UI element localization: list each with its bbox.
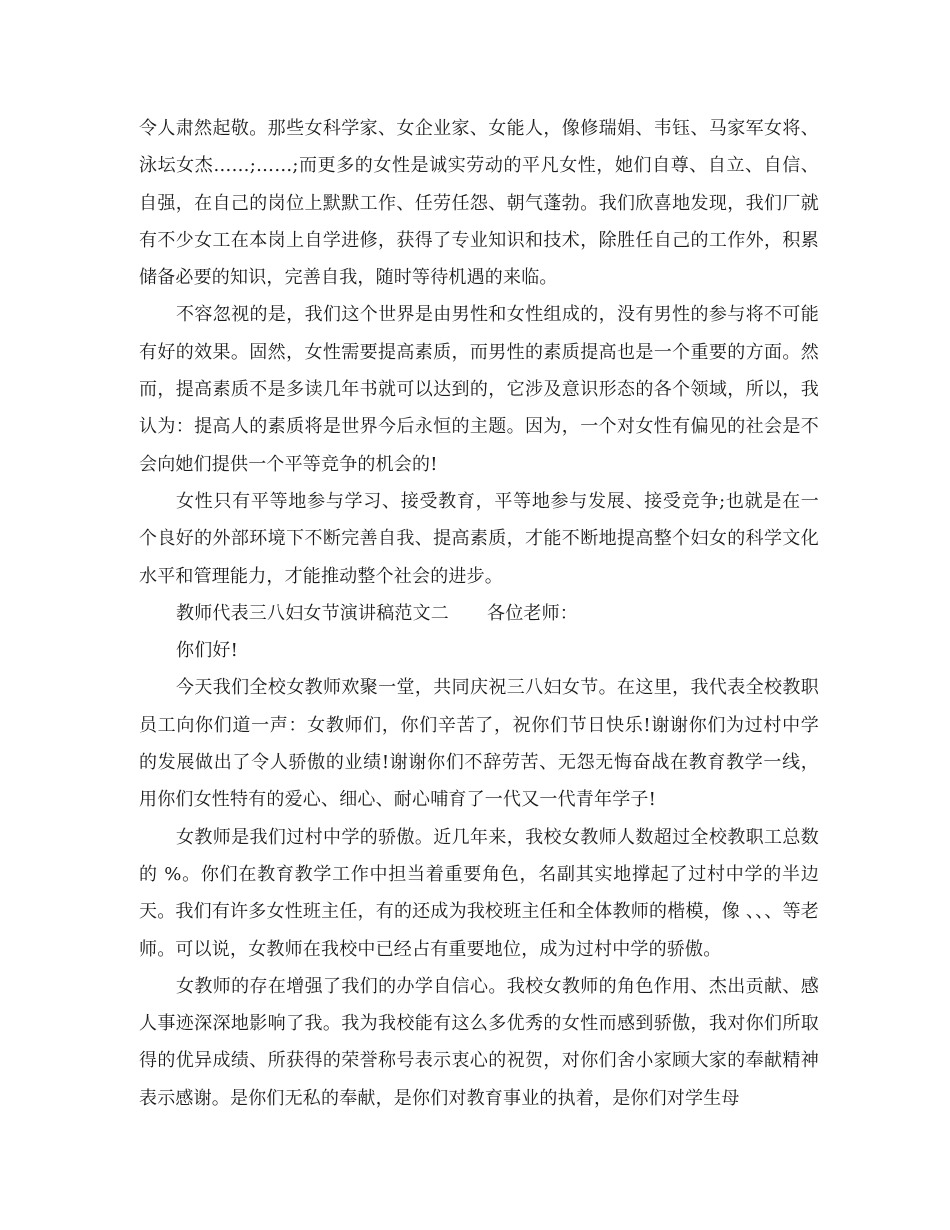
paragraph-2: 不容忽视的是，我们这个世界是由男性和女性组成的，没有男性的参与将不可能有好的效果。固然，女性需要提高素质，而男性的素质提高也是一个重要的方面。然而，提高素质不是多读几年书就可以达到的，它涉及意识形态的各个领域，所以，我认为：提高人的素质将是世界今后永恒的主题。因为，一个对女性有偏见的社会是不会向她们提供一个平等竞争的机会的!	[139, 304, 819, 475]
salutation: 各位老师：	[487, 602, 578, 624]
paragraph-4: 今天我们全校女教师欢聚一堂，共同庆祝三八妇女节。在这里，我代表全校教职员工向你们道一声：女教师们，你们辛苦了，祝你们节日快乐!谢谢你们为过村中学的发展做出了令人骄傲的业绩!谢谢你们不辞劳苦、无怨无悔奋战在教育教学一线，用你们女性特有的爱心、细心、耐心哺育了一代又一代青年学子!	[139, 677, 819, 811]
paragraph-6: 女教师的存在增强了我们的办学自信心。我校女教师的角色作用、杰出贡献、感人事迹深深地影响了我。我为我校能有这么多优秀的女性而感到骄傲，我对你们所取得的优异成绩、所获得的荣誉称号表示衷心的祝贺，对你们舍小家顾大家的奉献精神表示感谢。是你们无私的奉献，是你们对教育事业的执着，是你们对学生母	[139, 975, 819, 1109]
document-body	[139, 110, 819, 1117]
section-title: 教师代表三八妇女节演讲稿范文二	[176, 602, 449, 624]
paragraph-5: 女教师是我们过村中学的骄傲。近几年来，我校女教师人数超过全校教职工总数的 %。你们在教育教学工作中担当着重要角色，名副其实地撑起了过村中学的半边天。我们有许多女性班主任，有的还成为我校班主任和全体教师的楷模，像 、、、等老师。可以说，女教师在我校中已经占有重要地位，成为过村中学的骄傲。	[139, 826, 819, 960]
greeting: 你们好!	[176, 640, 239, 662]
paragraph-1: 令人肃然起敬。那些女科学家、女企业家、女能人，像修瑞娟、韦钰、马家军女将、泳坛女杰……;……;而更多的女性是诚实劳动的平凡女性，她们自尊、自立、自信、自强，在自己的岗位上默默工作、任劳任怨、朝气蓬勃。我们欣喜地发现，我们厂就有不少女工在本岗上自学进修，获得了专业知识和技术，除胜任自己的工作外，积累储备必要的知识，完善自我，随时等待机遇的来临。	[139, 118, 819, 289]
section-heading-line	[139, 595, 819, 632]
paragraph-3: 女性只有平等地参与学习、接受教育，平等地参与发展、接受竞争;也就是在一个良好的外部环境下不断完善自我、提高素质，才能不断地提高整个妇女的科学文化水平和管理能力，才能推动整个社会的进步。	[139, 490, 819, 587]
